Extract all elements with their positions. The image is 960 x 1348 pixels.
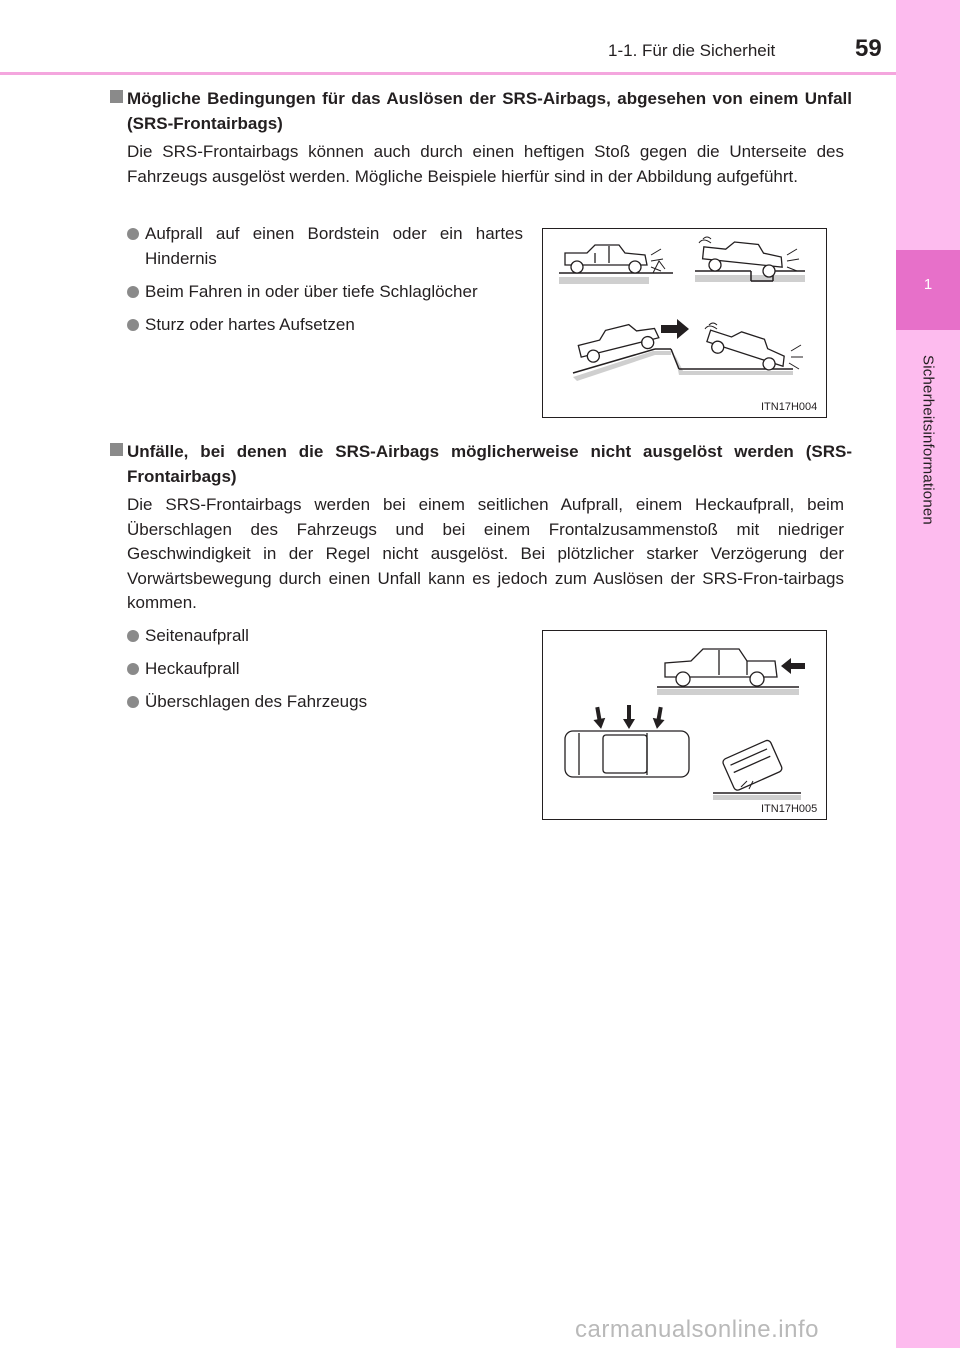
bullet-dot-icon	[127, 696, 139, 708]
page-number: 59	[855, 35, 882, 62]
bullet-dot-icon	[127, 286, 139, 298]
section1-heading: Mögliche Bedingungen für das Auslösen der SRS-Airbags, abgesehen von einem Unfall (SRS-Frontairbags)	[110, 86, 852, 136]
section1-bullet-2: Beim Fahren in oder über tiefe Schlaglöcher	[127, 280, 523, 305]
section2-bullet-3: Überschlagen des Fahrzeugs	[127, 690, 523, 715]
figure-impact-underbody	[542, 228, 827, 418]
bullet-dot-icon	[127, 663, 139, 675]
square-bullet-icon	[110, 443, 123, 456]
figure-code-2: ITN17H005	[761, 803, 818, 815]
section1-bullet-1: Aufprall auf einen Bordstein oder ein hartes Hindernis	[127, 222, 523, 271]
section2-heading: Unfälle, bei denen die SRS-Airbags möglicherweise nicht ausgelöst werden (SRS-Frontairbags)	[110, 439, 852, 489]
header-title: 1-1. Für die Sicherheit	[608, 41, 776, 60]
section1-paragraph: Die SRS-Frontairbags können auch durch einen heftigen Stoß gegen die Unterseite des Fahrzeugs ausgelöst werden. Mögliche Beispiele hierfür sind in der Abbildung aufgeführt.	[127, 142, 844, 186]
figure-impact-underbody-illustration	[543, 229, 826, 417]
chapter-tab-number: 1	[923, 276, 933, 293]
header-rule	[0, 72, 896, 75]
bullet-dot-icon	[127, 228, 139, 240]
figure-no-deploy-illustration	[543, 631, 826, 819]
section2-bullet-1: Seitenaufprall	[127, 624, 523, 649]
watermark: carmanualsonline.info	[575, 1316, 819, 1343]
chapter-tab-label: Sicherheitsinformationen	[919, 355, 937, 525]
figure-no-deploy-accidents	[542, 630, 827, 820]
bullet-dot-icon	[127, 319, 139, 331]
section2-bullet-2: Heckaufprall	[127, 657, 523, 682]
section2-paragraph: Die SRS-Frontairbags werden bei einem seitlichen Aufprall, einem Heckaufprall, beim Überschlagen des Fahrzeugs und bei einem Frontalzusammenstoß mit niedriger Geschwindigkeit in der Regel nicht ausgelöst. Bei plötzlicher starker Verzögerung der Vorwärtsbewegung durch einen Unfall kann es jedoch zum Auslösen der SRS-Fron-tairbags kommen.	[127, 495, 844, 612]
square-bullet-icon	[110, 90, 123, 103]
section1-bullet-3: Sturz oder hartes Aufsetzen	[127, 313, 523, 338]
side-strip	[896, 0, 960, 1348]
figure-code-1: ITN17H004	[761, 401, 818, 413]
bullet-dot-icon	[127, 630, 139, 642]
